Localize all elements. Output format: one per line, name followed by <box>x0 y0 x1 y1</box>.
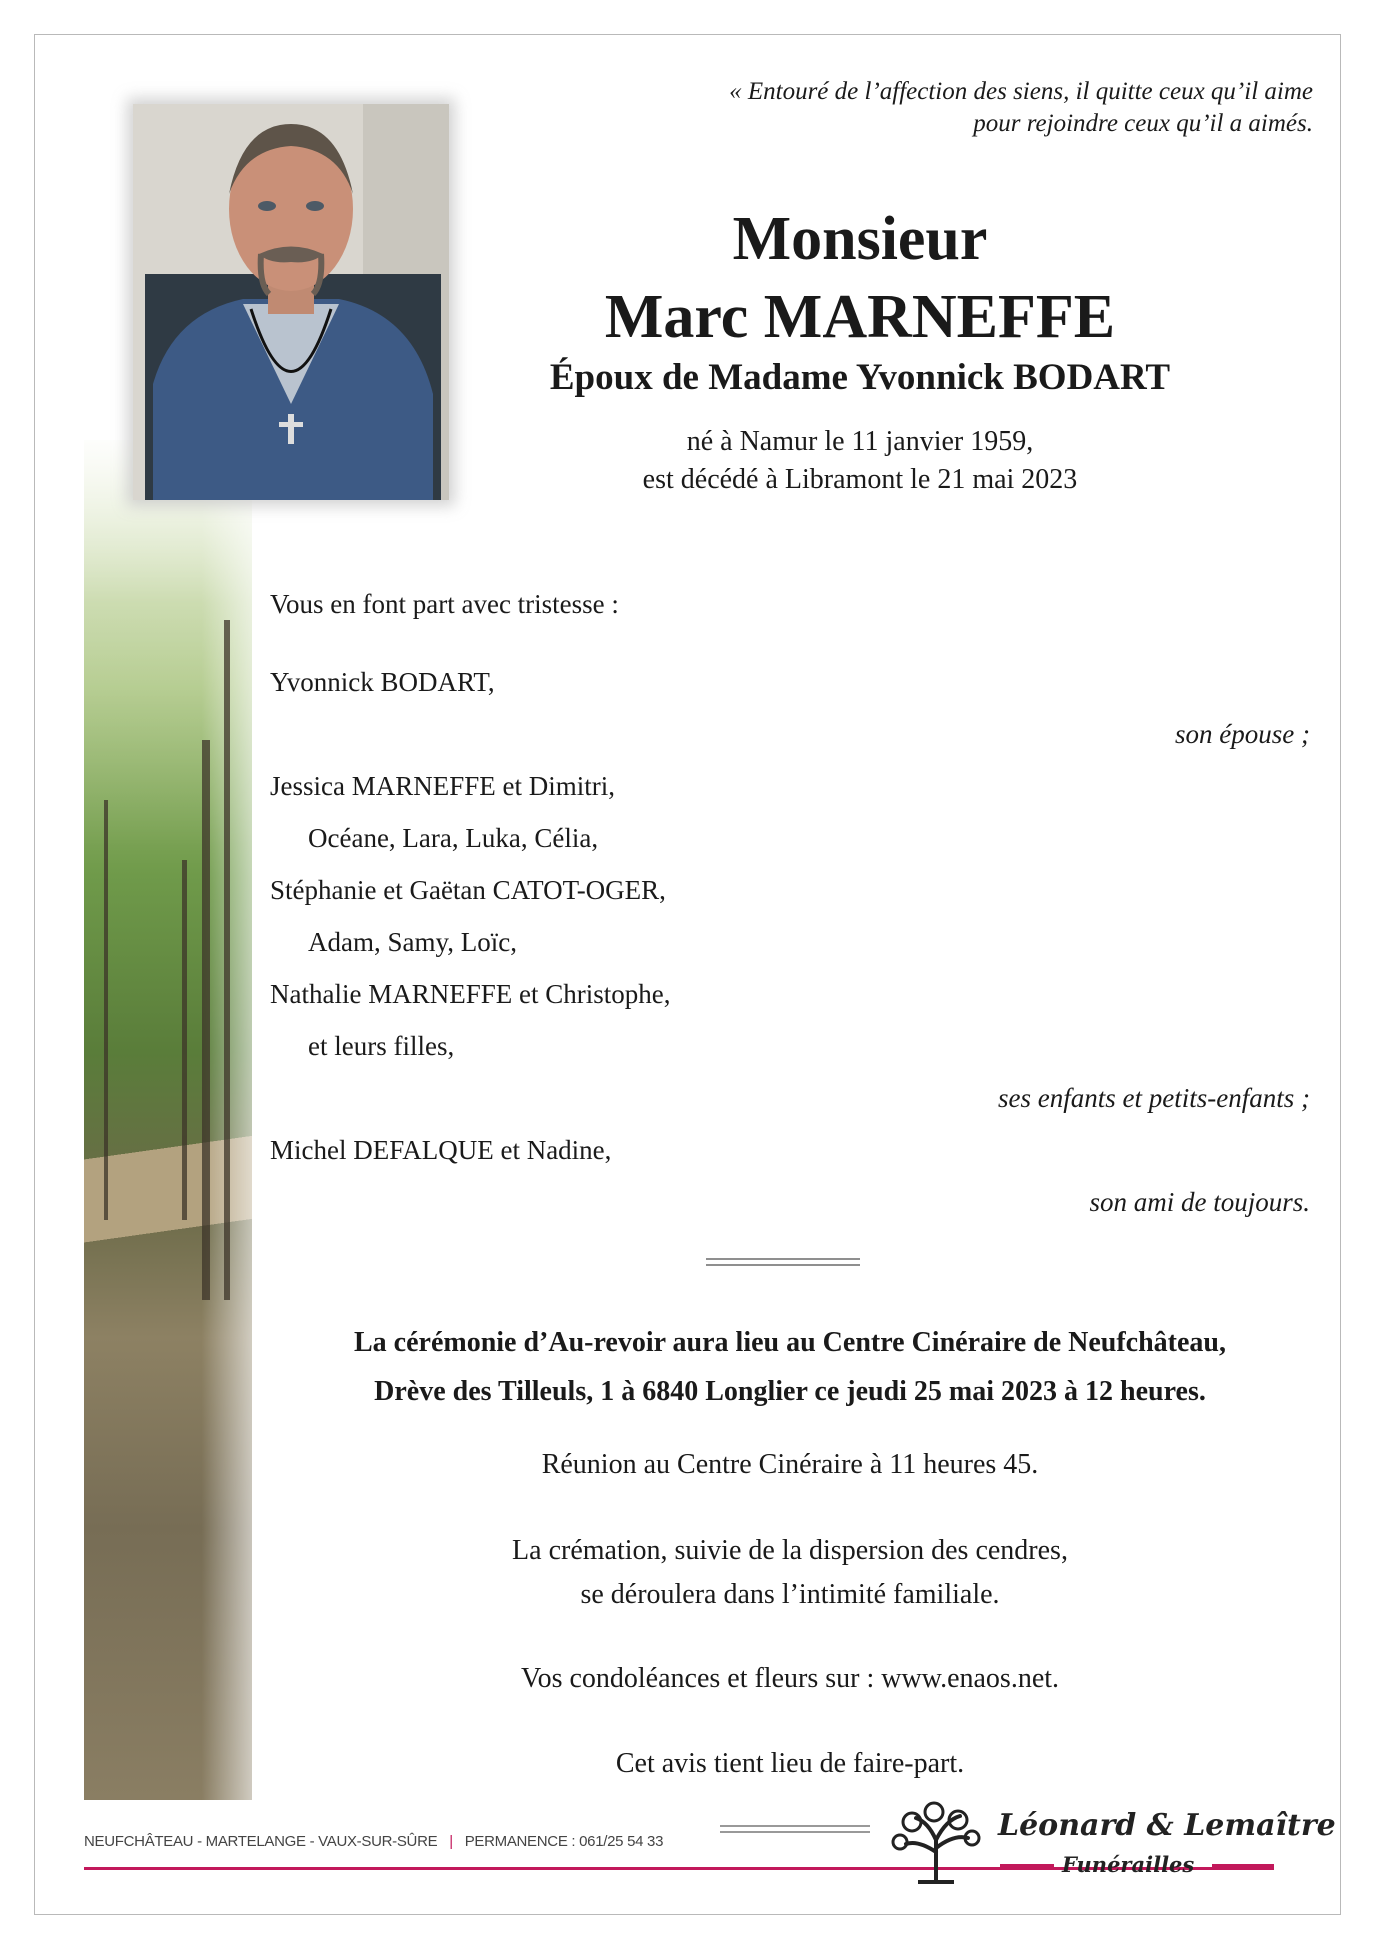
family-intro: Vous en font part avec tristesse : <box>270 589 619 619</box>
condolences-info: Vos condoléances et fleurs sur : www.enaos.net. <box>520 1663 1060 1694</box>
footer-contact <box>84 1833 663 1850</box>
family-row: Nathalie MARNEFFE et Christophe, <box>270 979 671 1009</box>
deceased-name-block <box>520 200 1200 356</box>
tree-logo-icon <box>888 1800 984 1884</box>
footer-separator: | <box>449 1833 453 1850</box>
life-dates <box>520 423 1200 499</box>
brand-name: Léonard & Lemaître <box>998 1808 1336 1843</box>
spouse-line: Époux de Madame Yvonnick BODART <box>549 357 1171 398</box>
family-row: et leurs filles, <box>308 1031 455 1061</box>
separator-line <box>706 1258 860 1260</box>
footer-rule <box>720 1831 870 1833</box>
family-row: Jessica MARNEFFE et Dimitri, <box>270 771 615 801</box>
family-row: Michel DEFALQUE et Nadine, <box>270 1135 612 1165</box>
birth-line: né à Namur le 11 janvier 1959, <box>686 426 1034 457</box>
quote-line-1: « Entouré de l’affection des siens, il quitte ceux qu’il aime <box>729 78 1313 105</box>
deceased-name: Marc MARNEFFE <box>604 283 1116 351</box>
ceremony-info <box>270 1318 1310 1416</box>
death-line: est décédé à Libramont le 21 mai 2023 <box>642 464 1078 495</box>
quote-line-2: pour rejoindre ceux qu’il a aimés. <box>973 110 1313 137</box>
family-row: Adam, Samy, Loïc, <box>308 927 517 957</box>
brand-accent-right <box>1212 1864 1274 1867</box>
separator-line <box>706 1264 860 1266</box>
family-row: Yvonnick BODART, <box>270 667 495 697</box>
brand-subtitle: Funérailles <box>1062 1852 1195 1877</box>
cremation-line-2: se déroulera dans l’intimité familiale. <box>580 1579 1000 1610</box>
forest-path-image <box>84 440 252 1800</box>
family-role: son ami de toujours. <box>1089 1187 1310 1217</box>
ceremony-line-1: La cérémonie d’Au-revoir aura lieu au Centre Cinéraire de Neufchâteau, <box>353 1327 1226 1358</box>
portrait-photo <box>133 104 449 500</box>
footer-permanence: PERMANENCE : 061/25 54 33 <box>464 1833 664 1850</box>
footer-rule <box>720 1825 870 1827</box>
family-row: Océane, Lara, Luka, Célia, <box>308 823 599 853</box>
family-row: Stéphanie et Gaëtan CATOT-OGER, <box>270 875 666 905</box>
salutation: Monsieur <box>732 205 988 273</box>
family-role: son épouse ; <box>1175 719 1310 749</box>
brand-accent-left <box>1000 1864 1054 1867</box>
footer-locations: NEUFCHÂTEAU - MARTELANGE - VAUX-SUR-SÛRE <box>84 1833 438 1850</box>
reunion-info: Réunion au Centre Cinéraire à 11 heures 45. <box>541 1449 1039 1480</box>
family-role: ses enfants et petits-enfants ; <box>998 1083 1310 1113</box>
cremation-line-1: La crémation, suivie de la dispersion des cendres, <box>512 1535 1068 1566</box>
cremation-info <box>270 1529 1310 1617</box>
ceremony-line-2: Drève des Tilleuls, 1 à 6840 Longlier ce jeudi 25 mai 2023 à 12 heures. <box>374 1376 1206 1407</box>
family-announcement <box>270 578 1310 1228</box>
notice-info: Cet avis tient lieu de faire-part. <box>615 1748 965 1779</box>
epigraph-quote <box>413 76 1313 140</box>
